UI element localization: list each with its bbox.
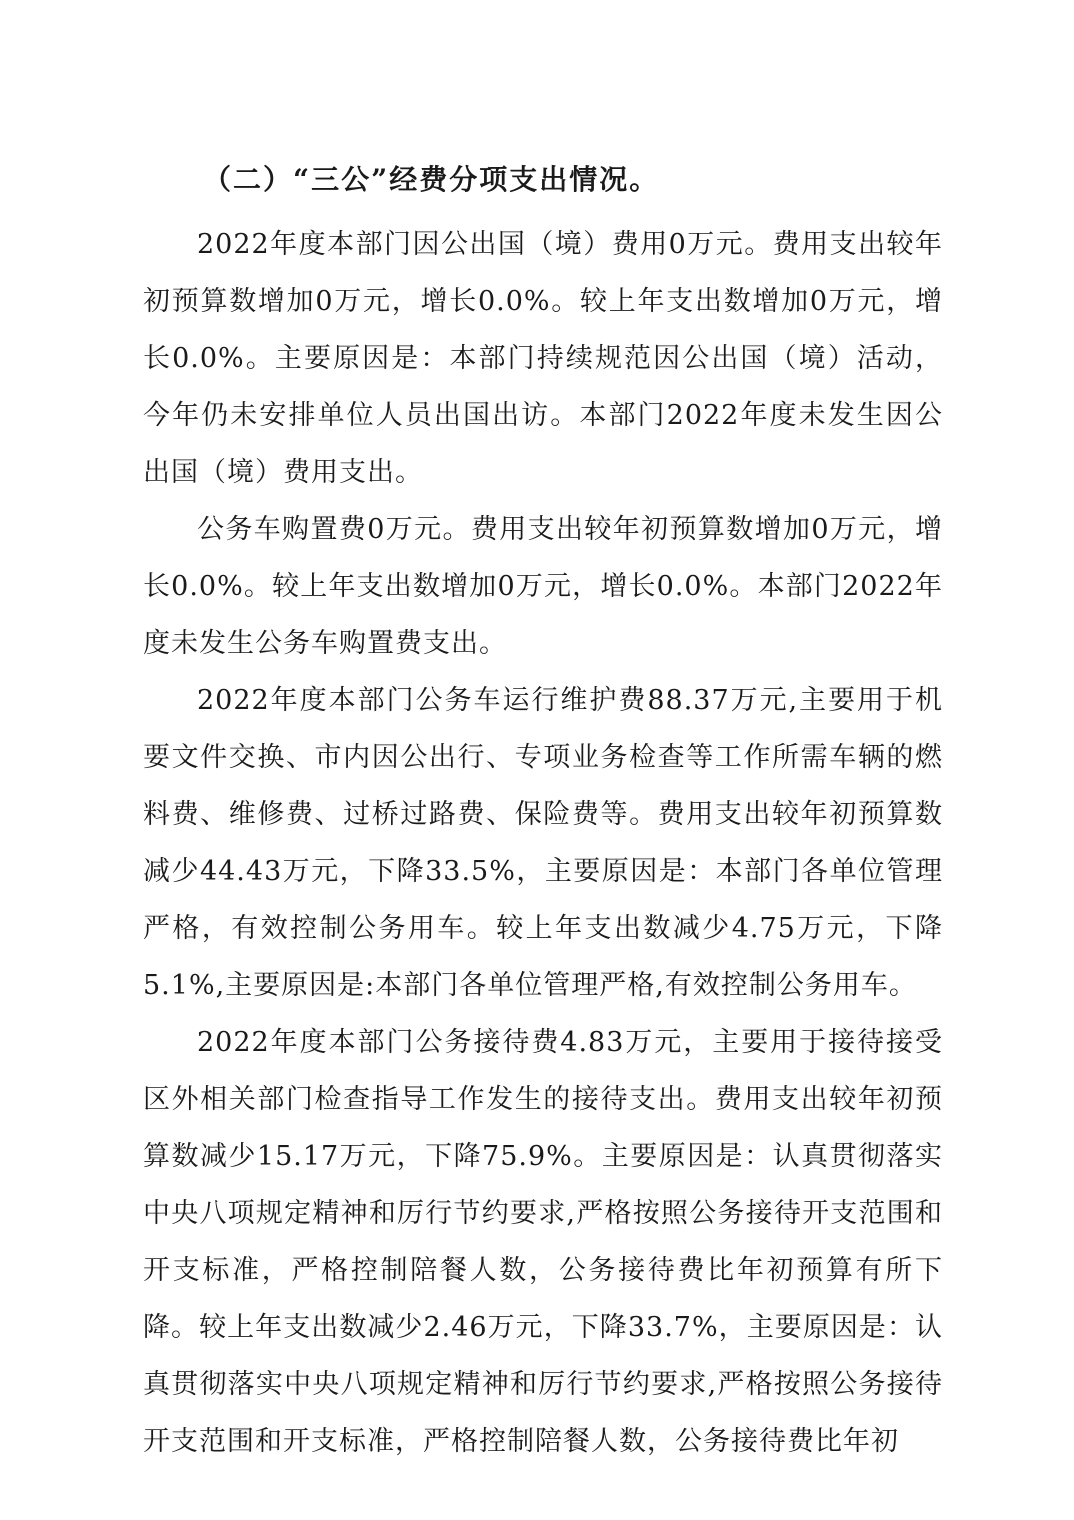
paragraph-overseas-travel: 2022年度本部门因公出国（境）费用0万元。费用支出较年初预算数增加0万元，增长0.0%。较上年支出数增加0万元，增长0.0%。主要原因是：本部门持续规范因公出国（境）活动，今年仍未安排单位人员出国出访。本部门2022年度未发生因公出国（境）费用支出。: [143, 229, 943, 488]
document-page: [143, 152, 943, 1470]
paragraph-reception: 2022年度本部门公务接待费4.83万元，主要用于接待接受区外相关部门检查指导工作发生的接待支出。费用支出较年初预算数减少15.17万元，下降75.9%。主要原因是：认真贯彻落实中央八项规定精神和厉行节约要求,严格按照公务接待开支范围和开支标准，严格控制陪餐人数，公务接待费比年初预算有所下降。较上年支出数减少2.46万元，下降33.7%，主要原因是：认真贯彻落实中央八项规定精神和厉行节约要求,严格按照公务接待开支范围和开支标准，严格控制陪餐人数，公务接待费比年初: [143, 1027, 943, 1457]
paragraph-vehicle-maintenance: 2022年度本部门公务车运行维护费88.37万元,主要用于机要文件交换、市内因公出行、专项业务检查等工作所需车辆的燃料费、维修费、过桥过路费、保险费等。费用支出较年初预算数减少44.43万元，下降33.5%，主要原因是：本部门各单位管理严格，有效控制公务用车。较上年支出数减少4.75万元，下降5.1%,主要原因是:本部门各单位管理严格,有效控制公务用车。: [143, 685, 943, 1001]
paragraph-vehicle-purchase: 公务车购置费0万元。费用支出较年初预算数增加0万元，增长0.0%。较上年支出数增加0万元，增长0.0%。本部门2022年度未发生公务车购置费支出。: [143, 514, 943, 659]
section-heading: （二）“三公”经费分项支出情况。: [203, 163, 660, 196]
